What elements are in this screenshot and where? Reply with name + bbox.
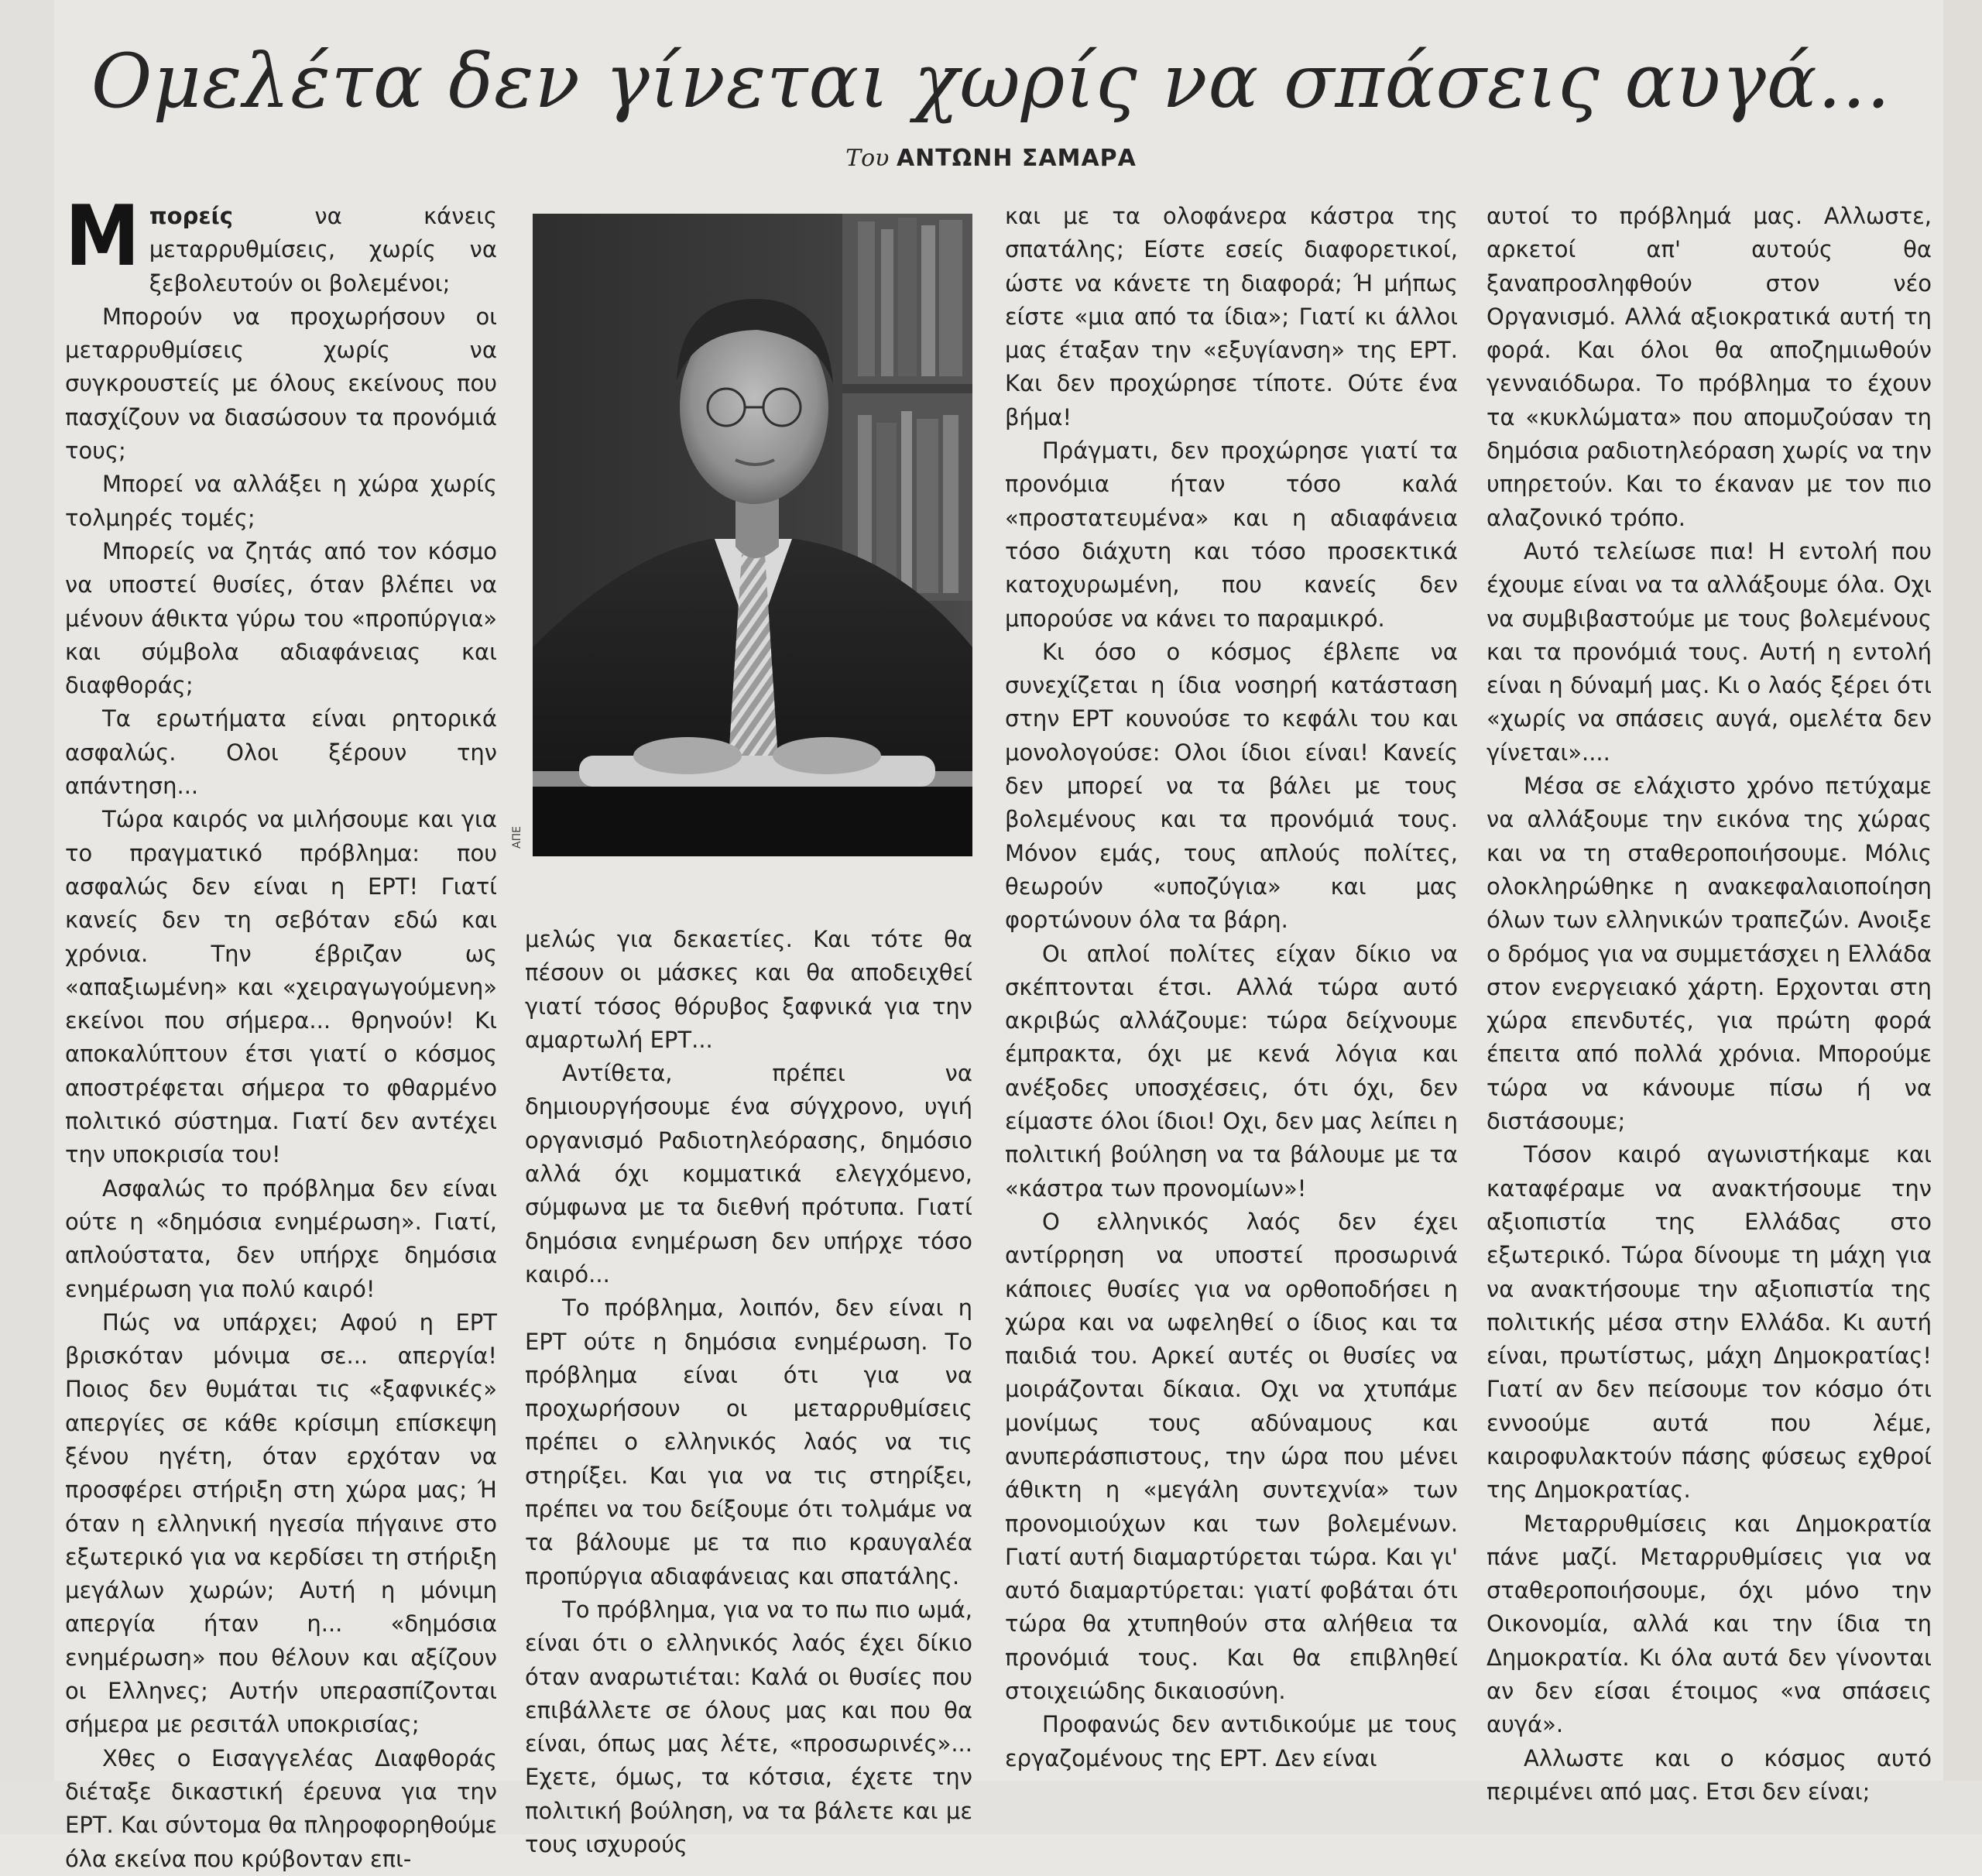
column-3-paragraph: Προφανώς δεν αντιδικούμε με τους εργαζομένους της ΕΡΤ. Δεν είναι (1005, 1711, 1458, 1771)
article-column-4 (1486, 200, 1932, 1805)
adjacent-page-strip-right (1943, 0, 1982, 1834)
column-1-paragraph: Τα ερωτήματα είναι ρητορικά ασφαλώς. Ολοι ξέρουν την απάντηση... (65, 705, 497, 800)
column-3-paragraph: Πράγματι, δεν προχώρησε γιατί τα προνόμια ήταν τόσο καλά «προστατευμένα» και η αδιαφάνεια τόσο διάχυτη και τόσο προσεκτικά κατοχυρωμένη, που κανείς δεν μπορούσε να κάνει το παραμικρό. (1005, 437, 1458, 632)
column-1-paragraph: Τώρα καιρός να μιλήσουμε και για το πραγματικό πρόβλημα: που ασφαλώς δεν είναι η ΕΡΤ! Γιατί κανείς δεν τη σεβόταν εδώ και χρόνια. Την έβριζαν ως «απαξιωμένη» και «χειραγωγούμενη» εκείνοι που σήμερα... θρηνούν! Κι αποκαλύπτουν έτσι γιατί ο κόσμος αποστρέφεται σήμερα το φθαρμένο πολιτικό σύστημα. Γιατί δεν αντέχει την υποκρισία του! (65, 806, 497, 1168)
article-column-3 (1005, 200, 1458, 1771)
byline-author: ΑΝΤΩΝΗ ΣΑΜΑΡΑ (896, 145, 1137, 172)
column-4-paragraph: Τόσον καιρό αγωνιστήκαμε και καταφέραμε να ανακτήσουμε την αξιοπιστία της Ελλάδας στο εξωτερικό. Τώρα δίνουμε τη μάχη για να ανακτήσουμε την αξιοπιστία της πολιτικής μέσα στην Ελλάδα. Κι αυτή είναι, πρωτίστως, μάχη Δημοκρατίας! Γιατί αν δεν πείσουμε τον κόσμο ότι εννοούμε αυτά που λέμε, καιροφυλακτούν πάσης φύσεως εχθροί της Δημοκρατίας. (1486, 1141, 1932, 1504)
author-photo (533, 214, 972, 856)
column-1-paragraph: Μπορείς να ζητάς από τον κόσμο να υποστεί θυσίες, όταν βλέπει να μένουν άθικτα γύρω του «προπύργια» και σύμβολα αδιαφάνειας και διαφθοράς; (65, 537, 497, 699)
byline-prefix: Του (845, 145, 890, 172)
column-1-paragraph: Πώς να υπάρχει; Αφού η ΕΡΤ βρισκόταν μόνιμα σε... απεργία! Ποιος δεν θυμάται τις «ξαφνικές» απεργίες σε κάθε κρίσιμη επίσκεψη ξένου ηγέτη, όταν ερχόταν να προσφέρει στήριξη στη χώρα μας; Ή όταν η ελληνική ηγεσία πήγαινε στο εξωτερικό για να κερδίσει τη στήριξη μεγάλων χωρών; Αυτή η μόνιμη απεργία ήταν η... «δημόσια ενημέρωση» που θέλουν και αξίζουν οι Ελληνες; Αυτήν υπερασπίζονται σήμερα με ρεσιτάλ υποκρισίας; (65, 1308, 497, 1738)
column-4-paragraph: Μέσα σε ελάχιστο χρόνο πετύχαμε να αλλάξουμε την εικόνα της χώρας και να τη σταθεροποιήσουμε. Μόλις ολοκληρώθηκε η ανακεφαλαιοποίηση όλων των ελληνικών τραπεζών. Ανοιξε ο δρόμος για να συμμετάσχει η Ελλάδα στον ενεργειακό χάρτη. Ερχονται στη χώρα επενδυτές, για πρώτη φορά έπειτα από πολλά χρόνια. Μπορούμε τώρα να κάνουμε πίσω ή να διστάσουμε; (1486, 773, 1932, 1135)
column-1-paragraph: Μπορεί να αλλάξει η χώρα χωρίς τολμηρές τομές; (65, 471, 497, 531)
column-3-paragraph: και με τα ολοφάνερα κάστρα της σπατάλης; Είστε εσείς διαφορετικοί, ώστε να κάνετε τη διαφορά; Ή μήπως είστε «μια από τα ίδια»; Γιατί κι άλλοι μας έταξαν την «εξυγίανση» της ΕΡΤ. Και δεν προχώρησε τίποτε. Ούτε ένα βήμα! (1005, 203, 1458, 430)
article-byline (774, 139, 1208, 178)
column-1-paragraph: Μπορούν να προχωρήσουν οι μεταρρυθμίσεις χωρίς να συγκρουστείς με όλους εκείνους που πασχίζουν να διασώσουν τα προνόμιά τους; (65, 303, 497, 465)
column-4-paragraph: Μεταρρυθμίσεις και Δημοκρατία πάνε μαζί. Μεταρρυθμίσεις για να σταθεροποιήσουμε, όχι μόνο την Οικονομία, αλλά και την ίδια τη Δημοκρατία. Κι όλα αυτά δεν γίνονται αν δεν είσαι έτοιμος «να σπάσεις αυγά». (1486, 1510, 1932, 1738)
author-photo-image (533, 214, 972, 856)
column-4-paragraph: αυτοί το πρόβλημά μας. Αλλωστε, αρκετοί απ' αυτούς θα ξαναπροσληφθούν στον νέο Οργανισμό. Αλλά αξιοκρατικά αυτή τη φορά. Και όλοι θα αποζημιωθούν γενναιόδωρα. Το πρόβλημα το έχουν τα «κυκλώματα» που απομυζούσαν τη δημόσια ραδιοτηλεόραση χωρίς να την υπηρετούν. Και το έκαναν με τον πιο αλαζονικό τρόπο. (1486, 203, 1932, 531)
column-1-paragraph (65, 188, 497, 300)
photo-credit-text: ΑΠΕ (511, 826, 523, 849)
column-4-paragraph: Αυτό τελείωσε πια! Η εντολή που έχουμε είναι να τα αλλάξουμε όλα. Οχι να συμβιβαστούμε με τους βολεμένους και τα προνόμιά τους. Αυτή η εντολή είναι η δύναμή μας. Κι ο λαός ξέρει ότι «χωρίς να σπάσεις αυγά, ομελέτα δεν γίνεται».... (1486, 537, 1932, 766)
adjacent-page-strip-left (0, 0, 54, 1834)
column-2-paragraph: μελώς για δεκαετίες. Και τότε θα πέσουν οι μάσκες και θα αποδειχθεί γιατί τόσος θόρυβος ξαφνικά για την αμαρτωλή ΕΡΤ... (525, 926, 972, 1053)
article-column-1 (65, 188, 497, 1872)
column-3-paragraph: Κι όσο ο κόσμος έβλεπε να συνεχίζεται η ίδια νοσηρή κατάσταση στην ΕΡΤ κουνούσε το κεφάλι του και μονολογούσε: Ολοι ίδιοι είναι! Κανείς δεν μπορεί να τα βάλει με τους βολεμένους και τα προνόμιά τους. Μόνον εμάς, τους απλούς πολίτες, θεωρούν «υποζύγια» και μας φορτώνουν όλα τα βάρη. (1005, 638, 1458, 934)
column-3-paragraph: Ο ελληνικός λαός δεν έχει αντίρρηση να υποστεί προσωρινά κάποιες θυσίες για να ορθοποδήσει η χώρα και να ωφεληθεί ο ίδιος και τα παιδιά του. Αρκεί αυτές οι θυσίες να μοιράζονται δίκαια. Οχι να χτυπάμε μονίμως τους αδύναμους και ανυπεράσπιστους, την ώρα που μένει άθικτη η «μεγάλη συντεχνία» των προνομιούχων και των βολεμένων. Γιατί αυτή διαμαρτύρεται τώρα. Και γι' αυτό διαμαρτύρεται: γιατί φοβάται ότι τώρα θα χτυπηθούν στα αλήθεια τα προνόμιά τους. Και θα επιβληθεί στοιχειώδης δικαιοσύνη. (1005, 1208, 1458, 1705)
drop-cap: Μ (65, 188, 140, 285)
column-2-paragraph: Το πρόβλημα, λοιπόν, δεν είναι η ΕΡΤ ούτε η δημόσια ενημέρωση. Το πρόβλημα είναι ότι για να προχωρήσουν οι μεταρρυθμίσεις πρέπει ο ελληνικός λαός να τις στηρίξει. Και για να τις στηρίξει, πρέπει να του δείξουμε ότι τολμάμε να τα βάλουμε με τα πιο κραυγαλέα προπύργια αδιαφάνειας και σπατάλης. (525, 1295, 972, 1590)
article-column-2 (525, 923, 972, 1858)
photo-credit (511, 824, 534, 855)
column-3-paragraph: Οι απλοί πολίτες είχαν δίκιο να σκέπτονται έτσι. Αλλά τώρα αυτό ακριβώς αλλάζουμε: τώρα δείχνουμε έμπρακτα, όχι με κενά λόγια και ανέξοδες υποσχέσεις, ότι όχι, δεν είμαστε όλοι ίδιοι! Οχι, δεν μας λείπει η πολιτική βούληση να τα βάλουμε με τα «κάστρα των προνομίων»! (1005, 940, 1458, 1202)
column-4-paragraph: Αλλωστε και ο κόσμος αυτό περιμένει από μας. Ετσι δεν είναι; (1486, 1744, 1932, 1805)
column-1-paragraph: Χθες ο Εισαγγελέας Διαφθοράς διέταξε δικαστική έρευνα για την ΕΡΤ. Και σύντομα θα πληροφορηθούμε όλα εκείνα που κρύβονταν επι- (65, 1744, 497, 1872)
lead-word: πορείς (149, 203, 233, 229)
column-1-paragraph-text: να κάνεις μεταρρυθμίσεις, χωρίς να ξεβολευτούν οι βολεμένοι; (149, 203, 497, 297)
column-1-paragraph: Ασφαλώς το πρόβλημα δεν είναι ούτε η «δημόσια ενημέρωση». Γιατί, απλούστατα, δεν υπήρχε δημόσια ενημέρωση για πολύ καιρό! (65, 1175, 497, 1302)
column-2-paragraph: Αντίθετα, πρέπει να δημιουργήσουμε ένα σύγχρονο, υγιή οργανισμό Ραδιοτηλεόρασης, δημόσιο αλλά όχι κομματικά ελεγχόμενο, σύμφωνα με τα διεθνή πρότυπα. Γιατί δημόσια ενημέρωση δεν υπήρχε τόσο καιρό... (525, 1060, 972, 1288)
column-2-paragraph: Το πρόβλημα, για να το πω πιο ωμά, είναι ότι ο ελληνικός λαός έχει δίκιο όταν αναρωτιέται: Καλά οι θυσίες που επιβάλλετε σε όλους μας και που θα είναι, όπως μας λέτε, «προσωρινές»... Εχετε, όμως, τα κότσια, έχετε την πολιτική βούληση, να τα βάλετε και με τους ισχυρούς (525, 1596, 972, 1858)
article-headline: Ομελέτα δεν γίνεται χωρίς να σπάσεις αυγά... (91, 38, 1891, 125)
